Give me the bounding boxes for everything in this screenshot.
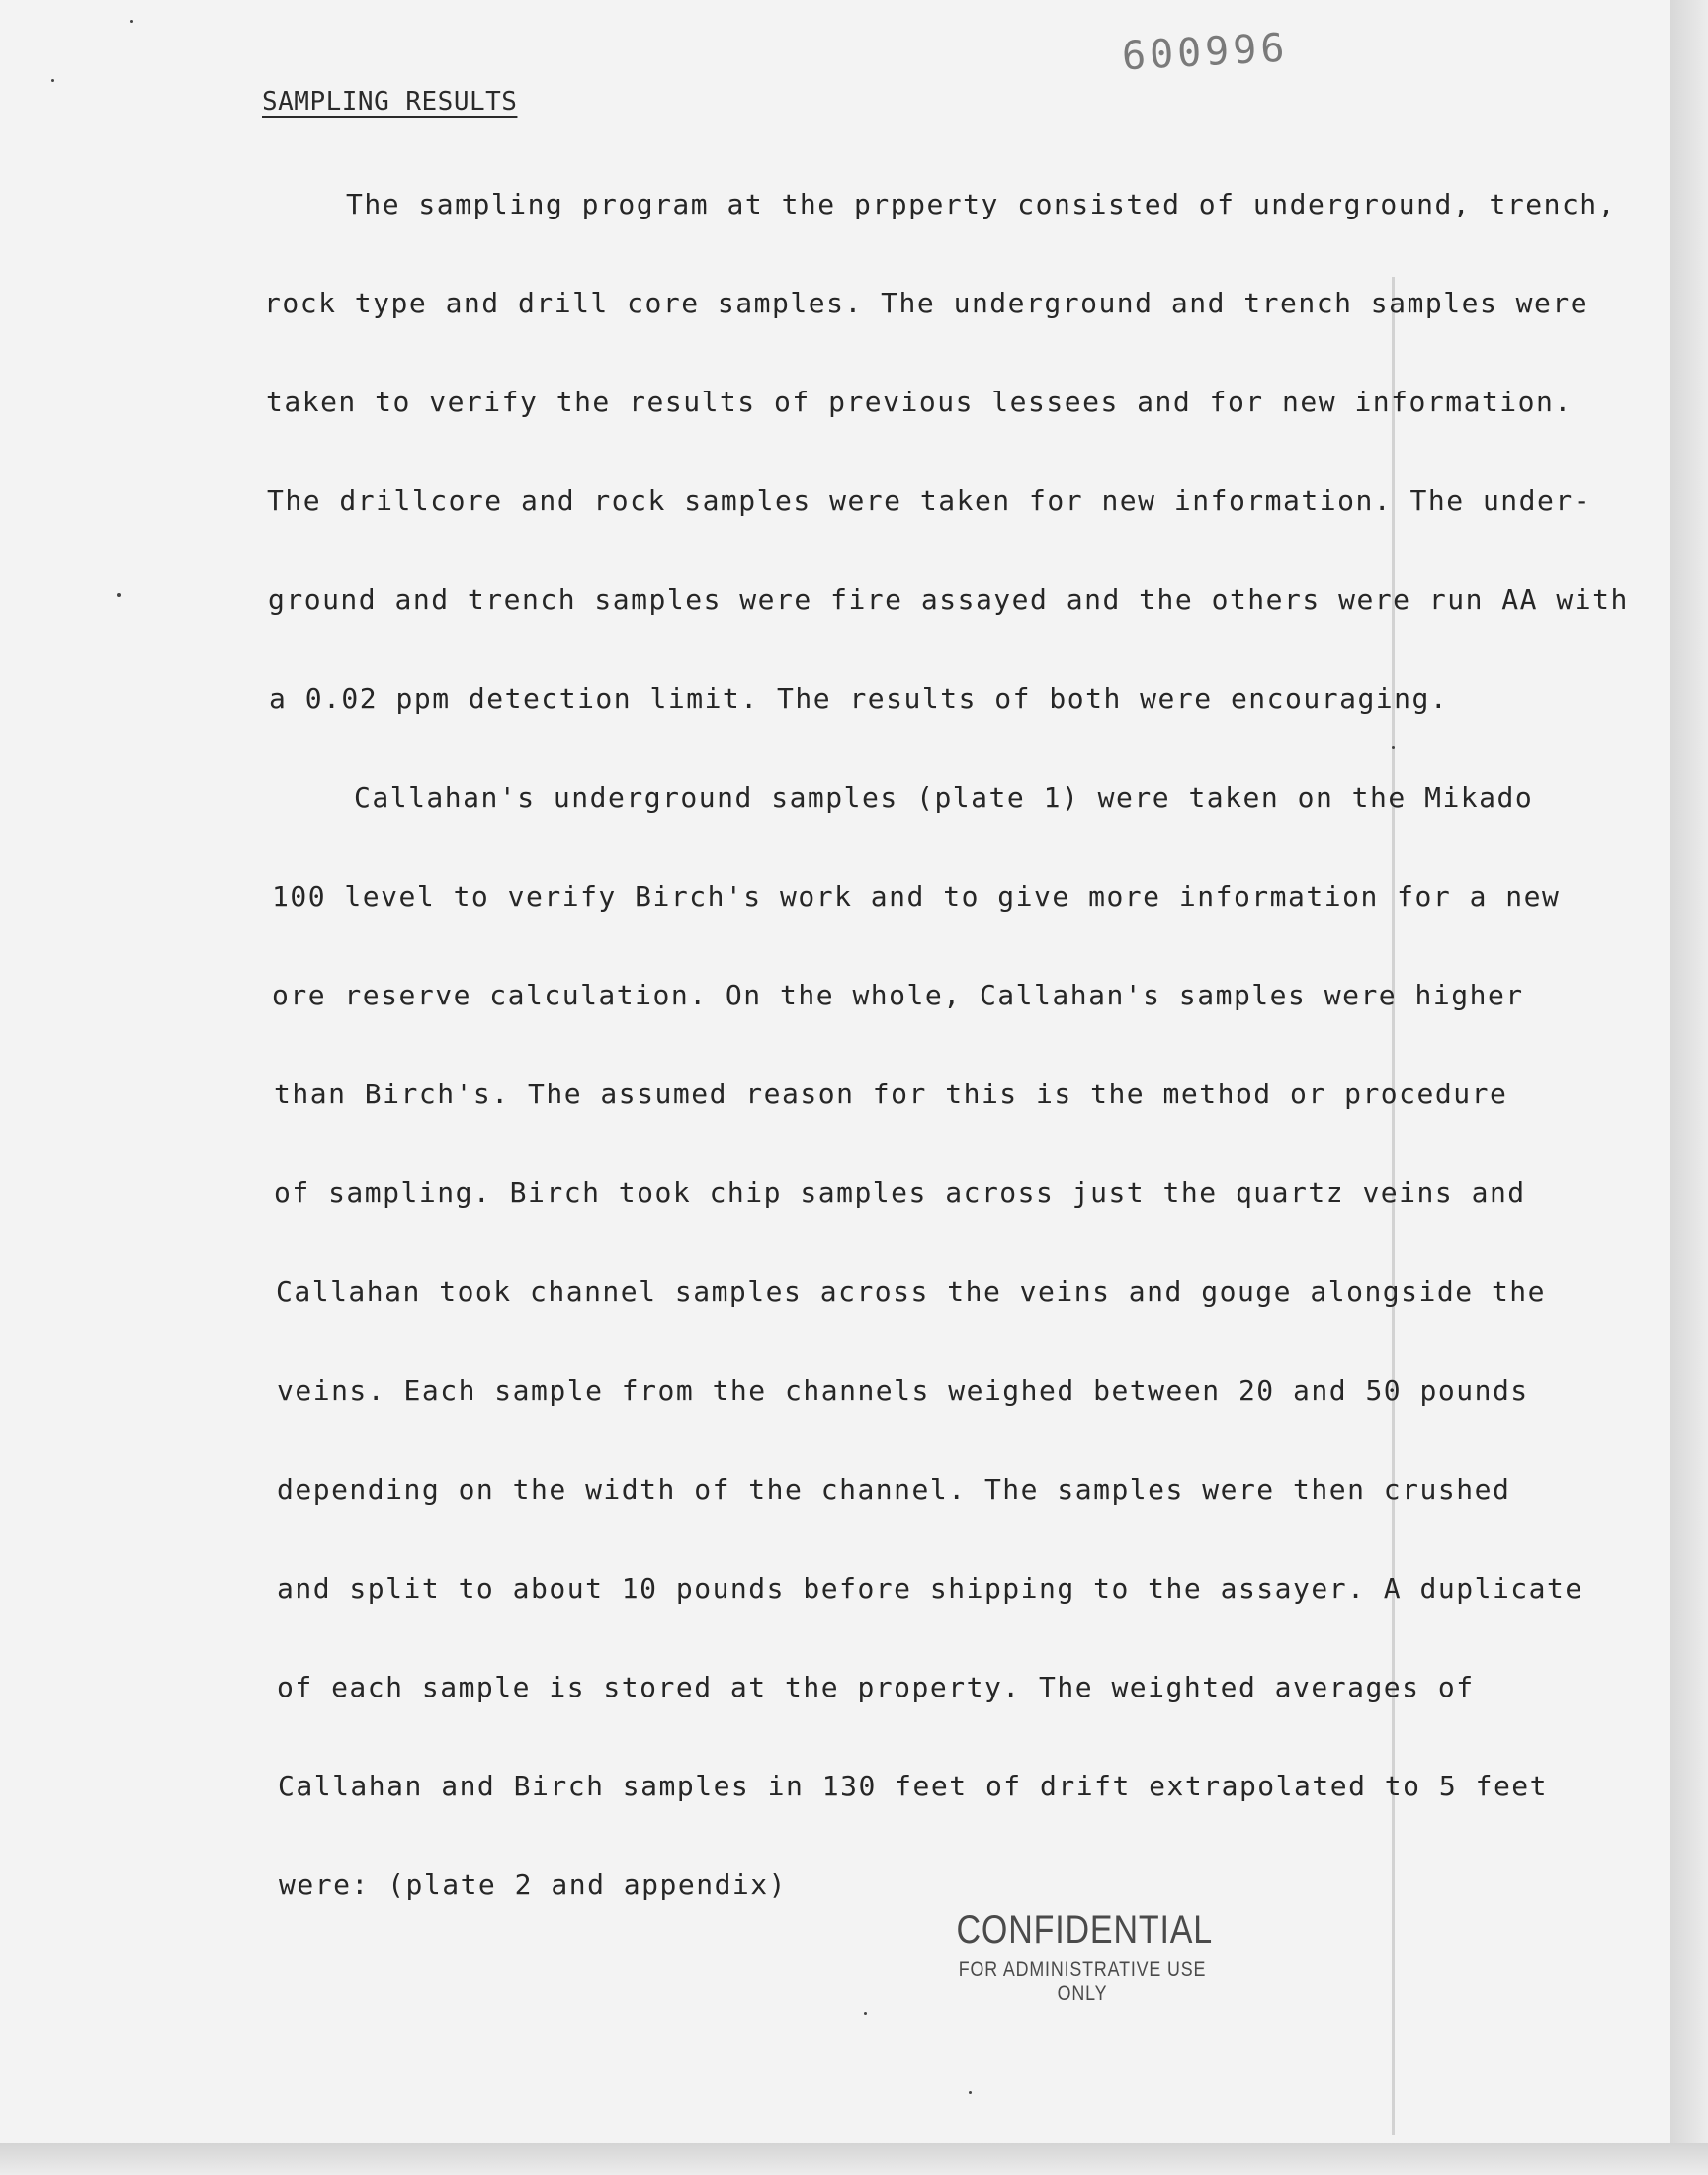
text-line: of sampling. Birch took chip samples across just the quartz veins and — [274, 1176, 1526, 1209]
scan-speck — [130, 20, 133, 23]
text-line: rock type and drill core samples. The underground and trench samples were — [264, 287, 1589, 319]
scan-speck — [969, 2091, 972, 2094]
text-line: taken to verify the results of previous lessees and for new information. — [266, 386, 1573, 418]
section-heading: SAMPLING RESULTS — [262, 87, 518, 117]
text-line: The sampling program at the prpperty consisted of underground, trench, — [346, 188, 1617, 220]
text-line: 100 level to verify Birch's work and to give more information for a new — [272, 880, 1561, 913]
page-bottom-shadow — [0, 2143, 1708, 2175]
text-line: ore reserve calculation. On the whole, Callahan's samples were higher — [272, 979, 1524, 1011]
text-line: were: (plate 2 and appendix) — [279, 1869, 788, 1901]
scan-speck — [51, 79, 54, 82]
text-line: Callahan's underground samples (plate 1) were taken on the Mikado — [354, 781, 1534, 814]
text-line: Callahan took channel samples across the veins and gouge alongside the — [276, 1275, 1547, 1308]
text-line: than Birch's. The assumed reason for this is the method or procedure — [274, 1078, 1508, 1110]
scan-speck — [1392, 746, 1395, 749]
confidential-stamp — [934, 1908, 1231, 2006]
text-line: Callahan and Birch samples in 130 feet of drift extrapolated to 5 feet — [278, 1770, 1549, 1802]
text-line: and split to about 10 pounds before shipping to the assayer. A duplicate — [277, 1572, 1583, 1605]
scan-speck — [117, 593, 121, 597]
text-line: ground and trench samples were fire assayed and the others were run AA with — [268, 583, 1629, 616]
text-line: of each sample is stored at the property. The weighted averages of — [277, 1671, 1475, 1703]
text-line: a 0.02 ppm detection limit. The results of both were encouraging. — [269, 682, 1449, 715]
scan-speck — [864, 2012, 867, 2015]
text-line: depending on the width of the channel. The samples were then crushed — [277, 1473, 1511, 1506]
document-number: 600996 — [1120, 25, 1290, 80]
stamp-subtitle: FOR ADMINISTRATIVE USE ONLY — [958, 1958, 1207, 2005]
stamp-title: CONFIDENTIAL — [956, 1908, 1214, 1952]
text-line: The drillcore and rock samples were taken for new information. The under- — [267, 484, 1592, 517]
text-line: veins. Each sample from the channels weighed between 20 and 50 pounds — [277, 1374, 1529, 1407]
